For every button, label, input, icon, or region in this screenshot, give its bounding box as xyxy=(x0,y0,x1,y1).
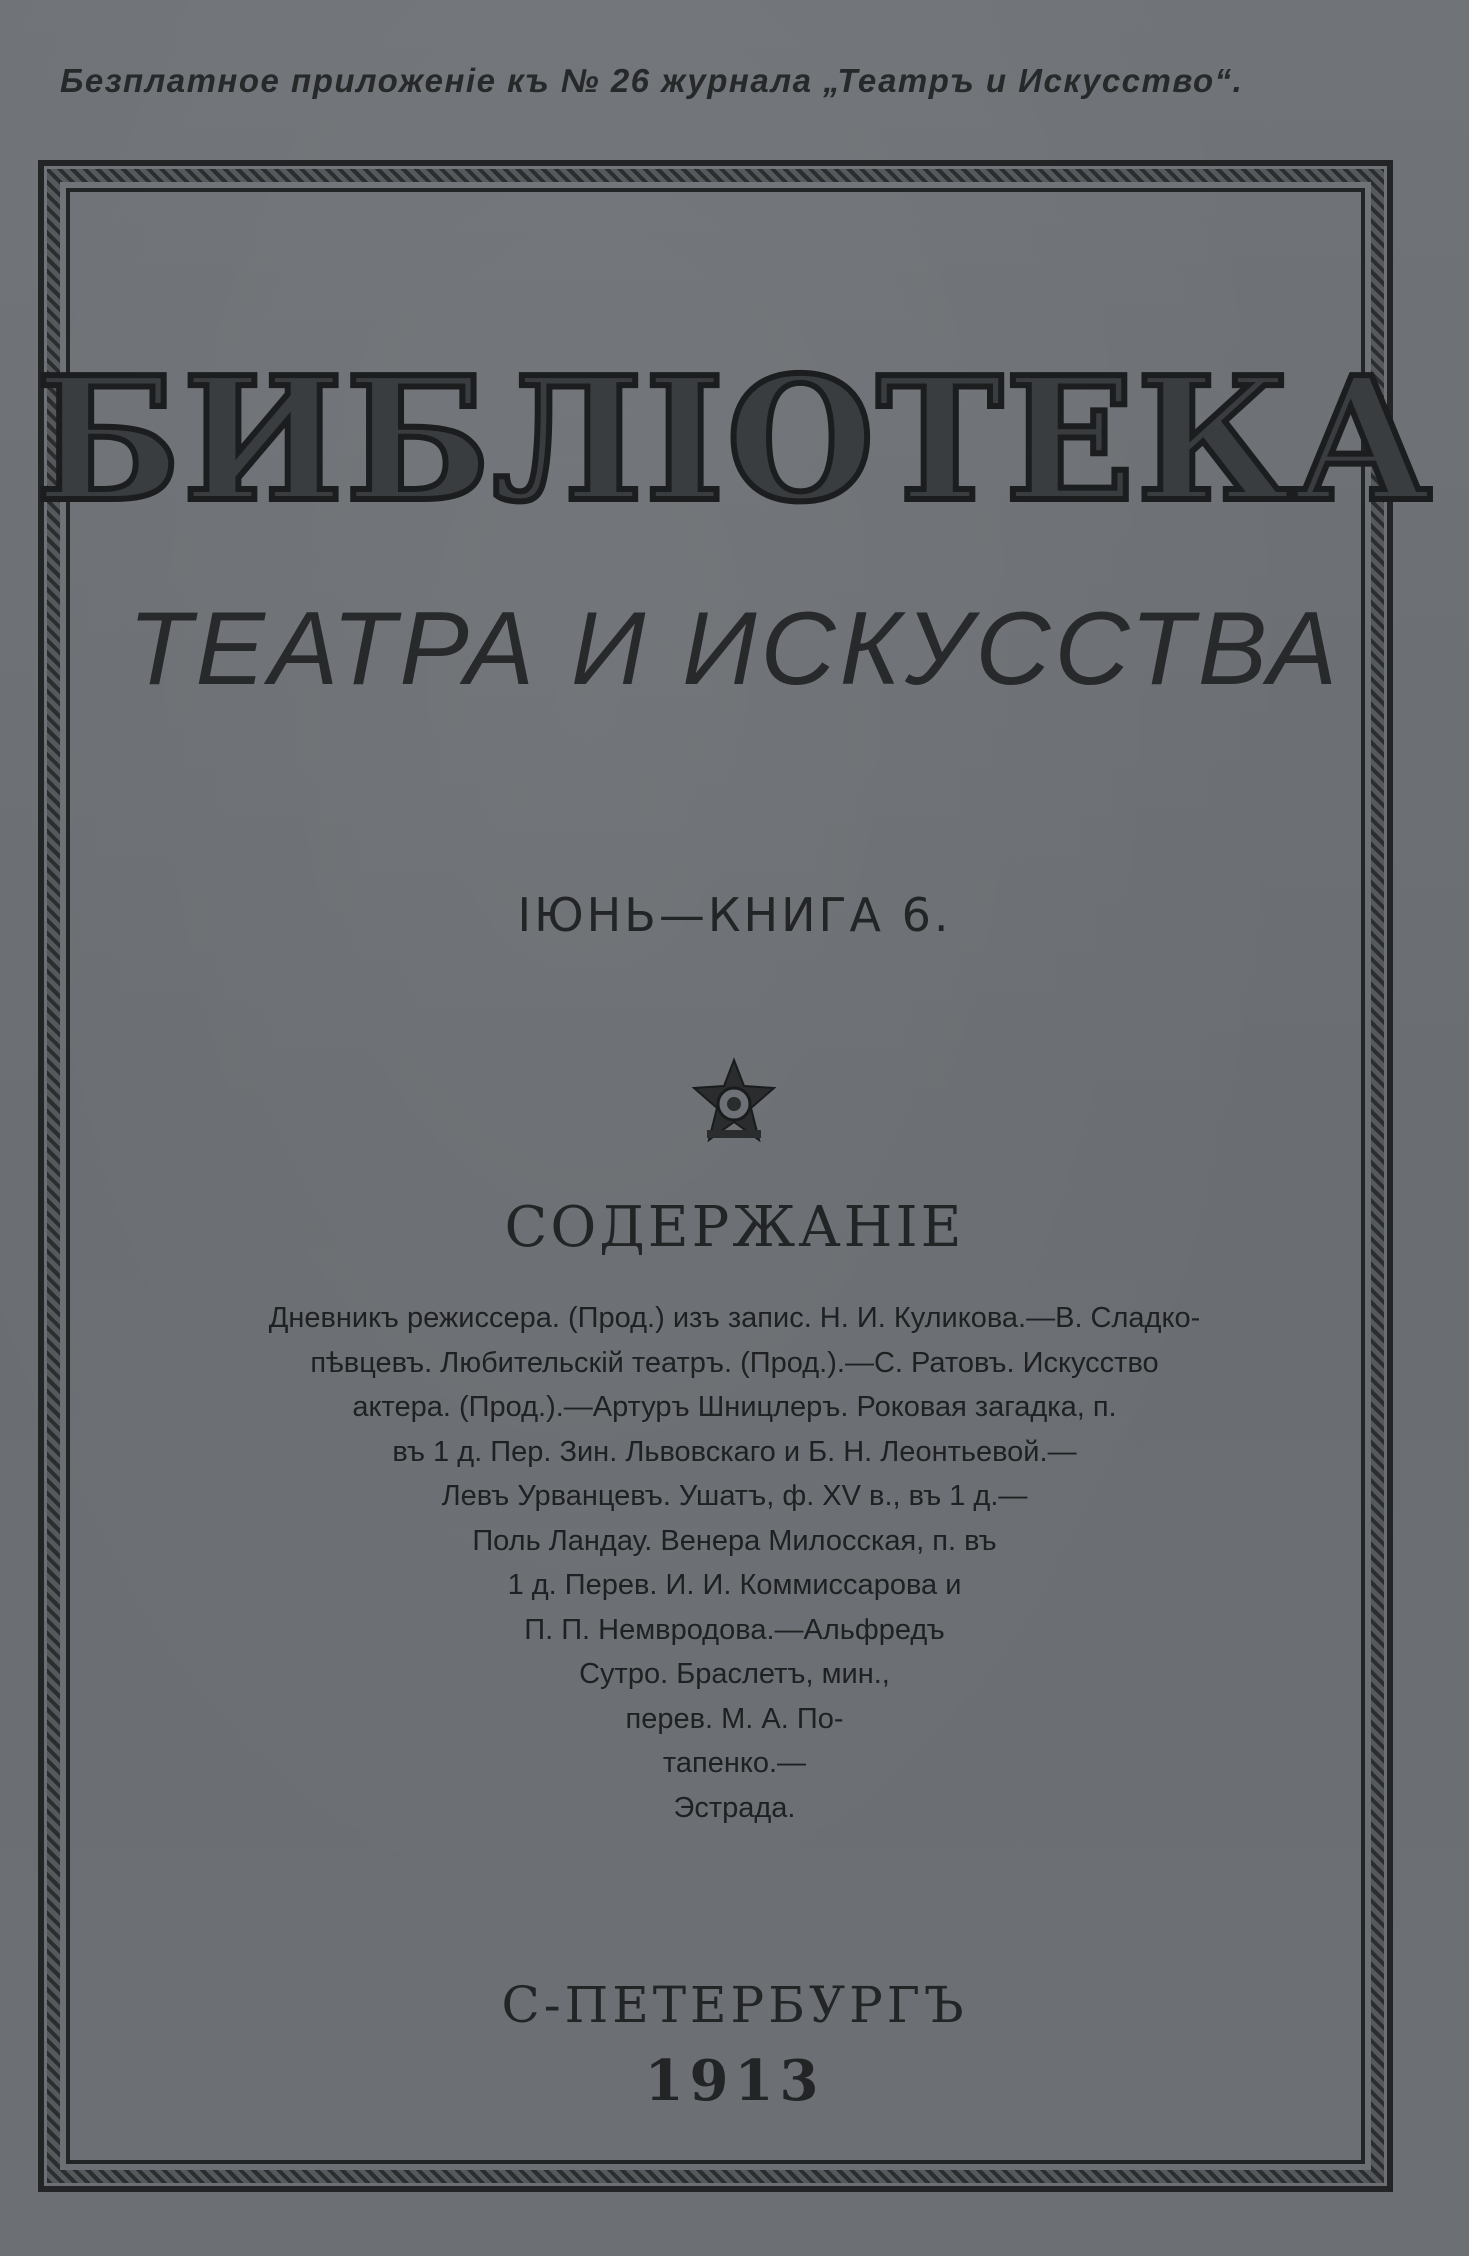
cover-title: БИБЛІОТЕКА xyxy=(35,340,1434,540)
contents-line: 1 д. Перев. И. И. Коммиссарова и xyxy=(507,1569,962,1601)
contents-list xyxy=(0,1296,1469,1830)
contents-line: тапенко.— xyxy=(662,1747,807,1779)
contents-line: актера. (Прод.).—Артуръ Шницлеръ. Роковая загадка, п. xyxy=(352,1391,1117,1423)
cover-subtitle: ТЕАТРА И ИСКУССТВА xyxy=(127,591,1341,707)
imprint-city: С-ПЕТЕРБУРГЪ xyxy=(501,1976,968,2034)
contents-line: пѣвцевъ. Любительскій театръ. (Прод.).—С. Ратовъ. Искусство xyxy=(310,1346,1159,1379)
contents-line: Левъ Урванцевъ. Ушатъ, ф. XV в., въ 1 д.— xyxy=(441,1480,1028,1512)
contents-line: Поль Ландау. Венера Милосская, п. въ xyxy=(472,1524,997,1557)
contents-line: въ 1 д. Пер. Зин. Львовскаго и Б. Н. Леонтьевой.— xyxy=(392,1435,1077,1468)
contents-line: П. П. Немвродова.—Альфредъ xyxy=(524,1613,945,1646)
contents-line: перев. М. А. По- xyxy=(625,1702,844,1735)
contents-heading: СОДЕРЖАНІЕ xyxy=(504,1195,965,1260)
supplement-note: Безплатное приложеніе къ № 26 журнала „Театръ и Искусство“. xyxy=(60,62,1244,99)
imprint-year: 1913 xyxy=(644,2048,825,2114)
contents-line: Эстрада. xyxy=(673,1791,796,1824)
issue-label: ІЮНЬ—КНИГА 6. xyxy=(517,888,952,942)
contents-line: Дневникъ режиссера. (Прод.) изъ запис. Н. И. Куликова.—В. Сладко- xyxy=(268,1302,1201,1334)
star-ornament-icon xyxy=(689,1056,779,1146)
contents-line: Сутро. Браслетъ, мин., xyxy=(579,1658,890,1690)
